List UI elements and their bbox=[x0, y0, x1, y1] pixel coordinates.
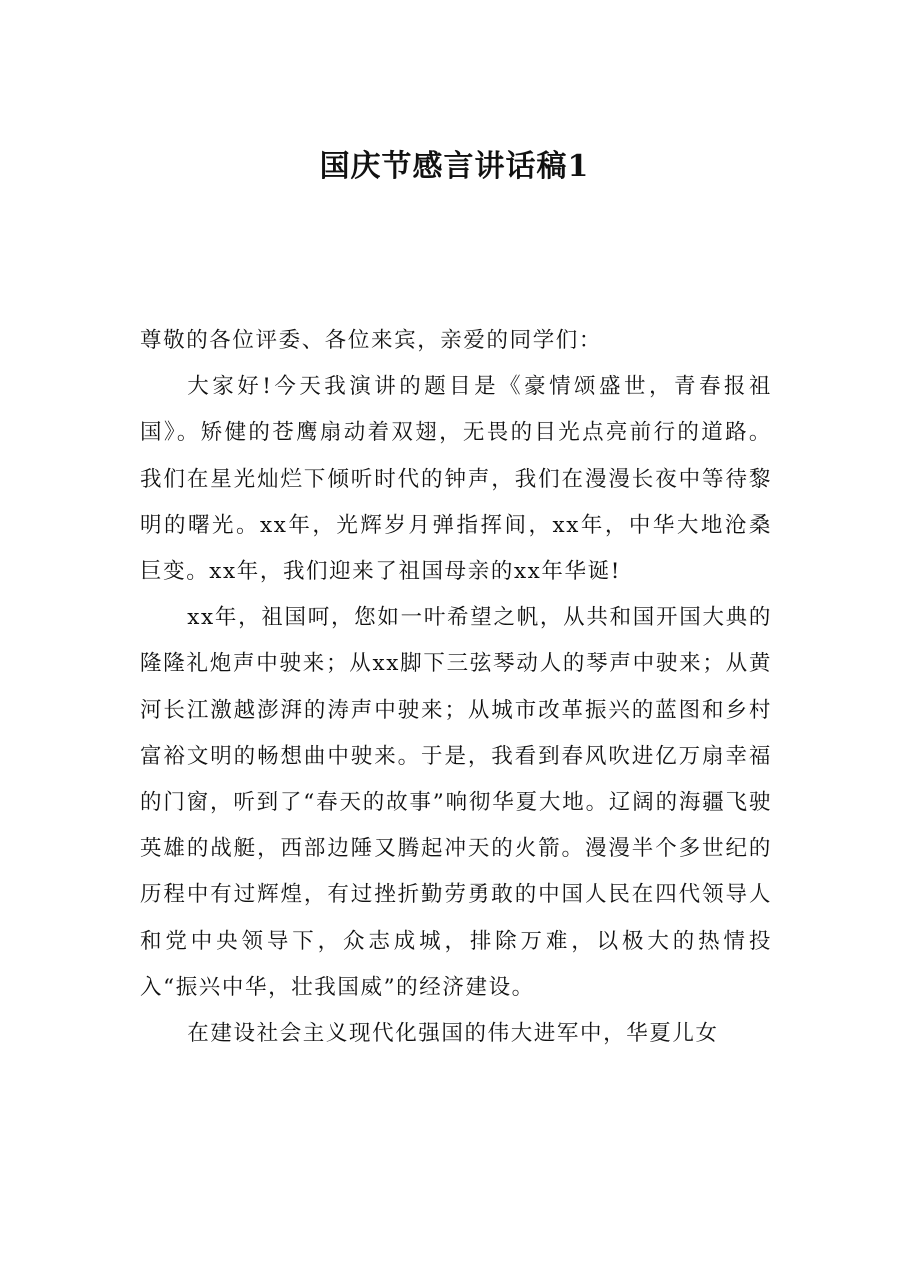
paragraph-1: 大家好!今天我演讲的题目是《豪情颂盛世，青春报祖国》。矫健的苍鹰扇动着双翅，无畏的目光点亮前行的道路。我们在星光灿烂下倾听时代的钟声，我们在漫漫长夜中等待黎明的曙光。xx年，光辉岁月弹指挥间，xx年，中华大地沧桑巨变。xx年，我们迎来了祖国母亲的xx年华诞! bbox=[140, 374, 772, 585]
salutation: 尊敬的各位评委、各位来宾，亲爱的同学们： bbox=[140, 328, 603, 353]
document-body bbox=[140, 318, 772, 1057]
paragraph-2: xx年，祖国呵，您如一叶希望之帆，从共和国开国大典的隆隆礼炮声中驶来；从xx脚下三弦琴动人的琴声中驶来；从黄河长江激越澎湃的涛声中驶来；从城市改革振兴的蓝图和乡村富裕文明的畅想曲中驶来。于是，我看到春风吹进亿万扇幸福的门窗，听到了“春天的故事”响彻华夏大地。辽阔的海疆飞驶英雄的战艇，西部边陲又腾起冲天的火箭。漫漫半个多世纪的历程中有过辉煌，有过挫折勤劳勇敢的中国人民在四代领导人和党中央领导下，众志成城，排除万难，以极大的热情投入“振兴中华，壮我国威”的经济建设。 bbox=[140, 605, 772, 1000]
paragraph-3: 在建设社会主义现代化强国的伟大进军中，华夏儿女 bbox=[187, 1021, 719, 1047]
document-title: 国庆节感言讲话稿1 bbox=[319, 149, 590, 184]
